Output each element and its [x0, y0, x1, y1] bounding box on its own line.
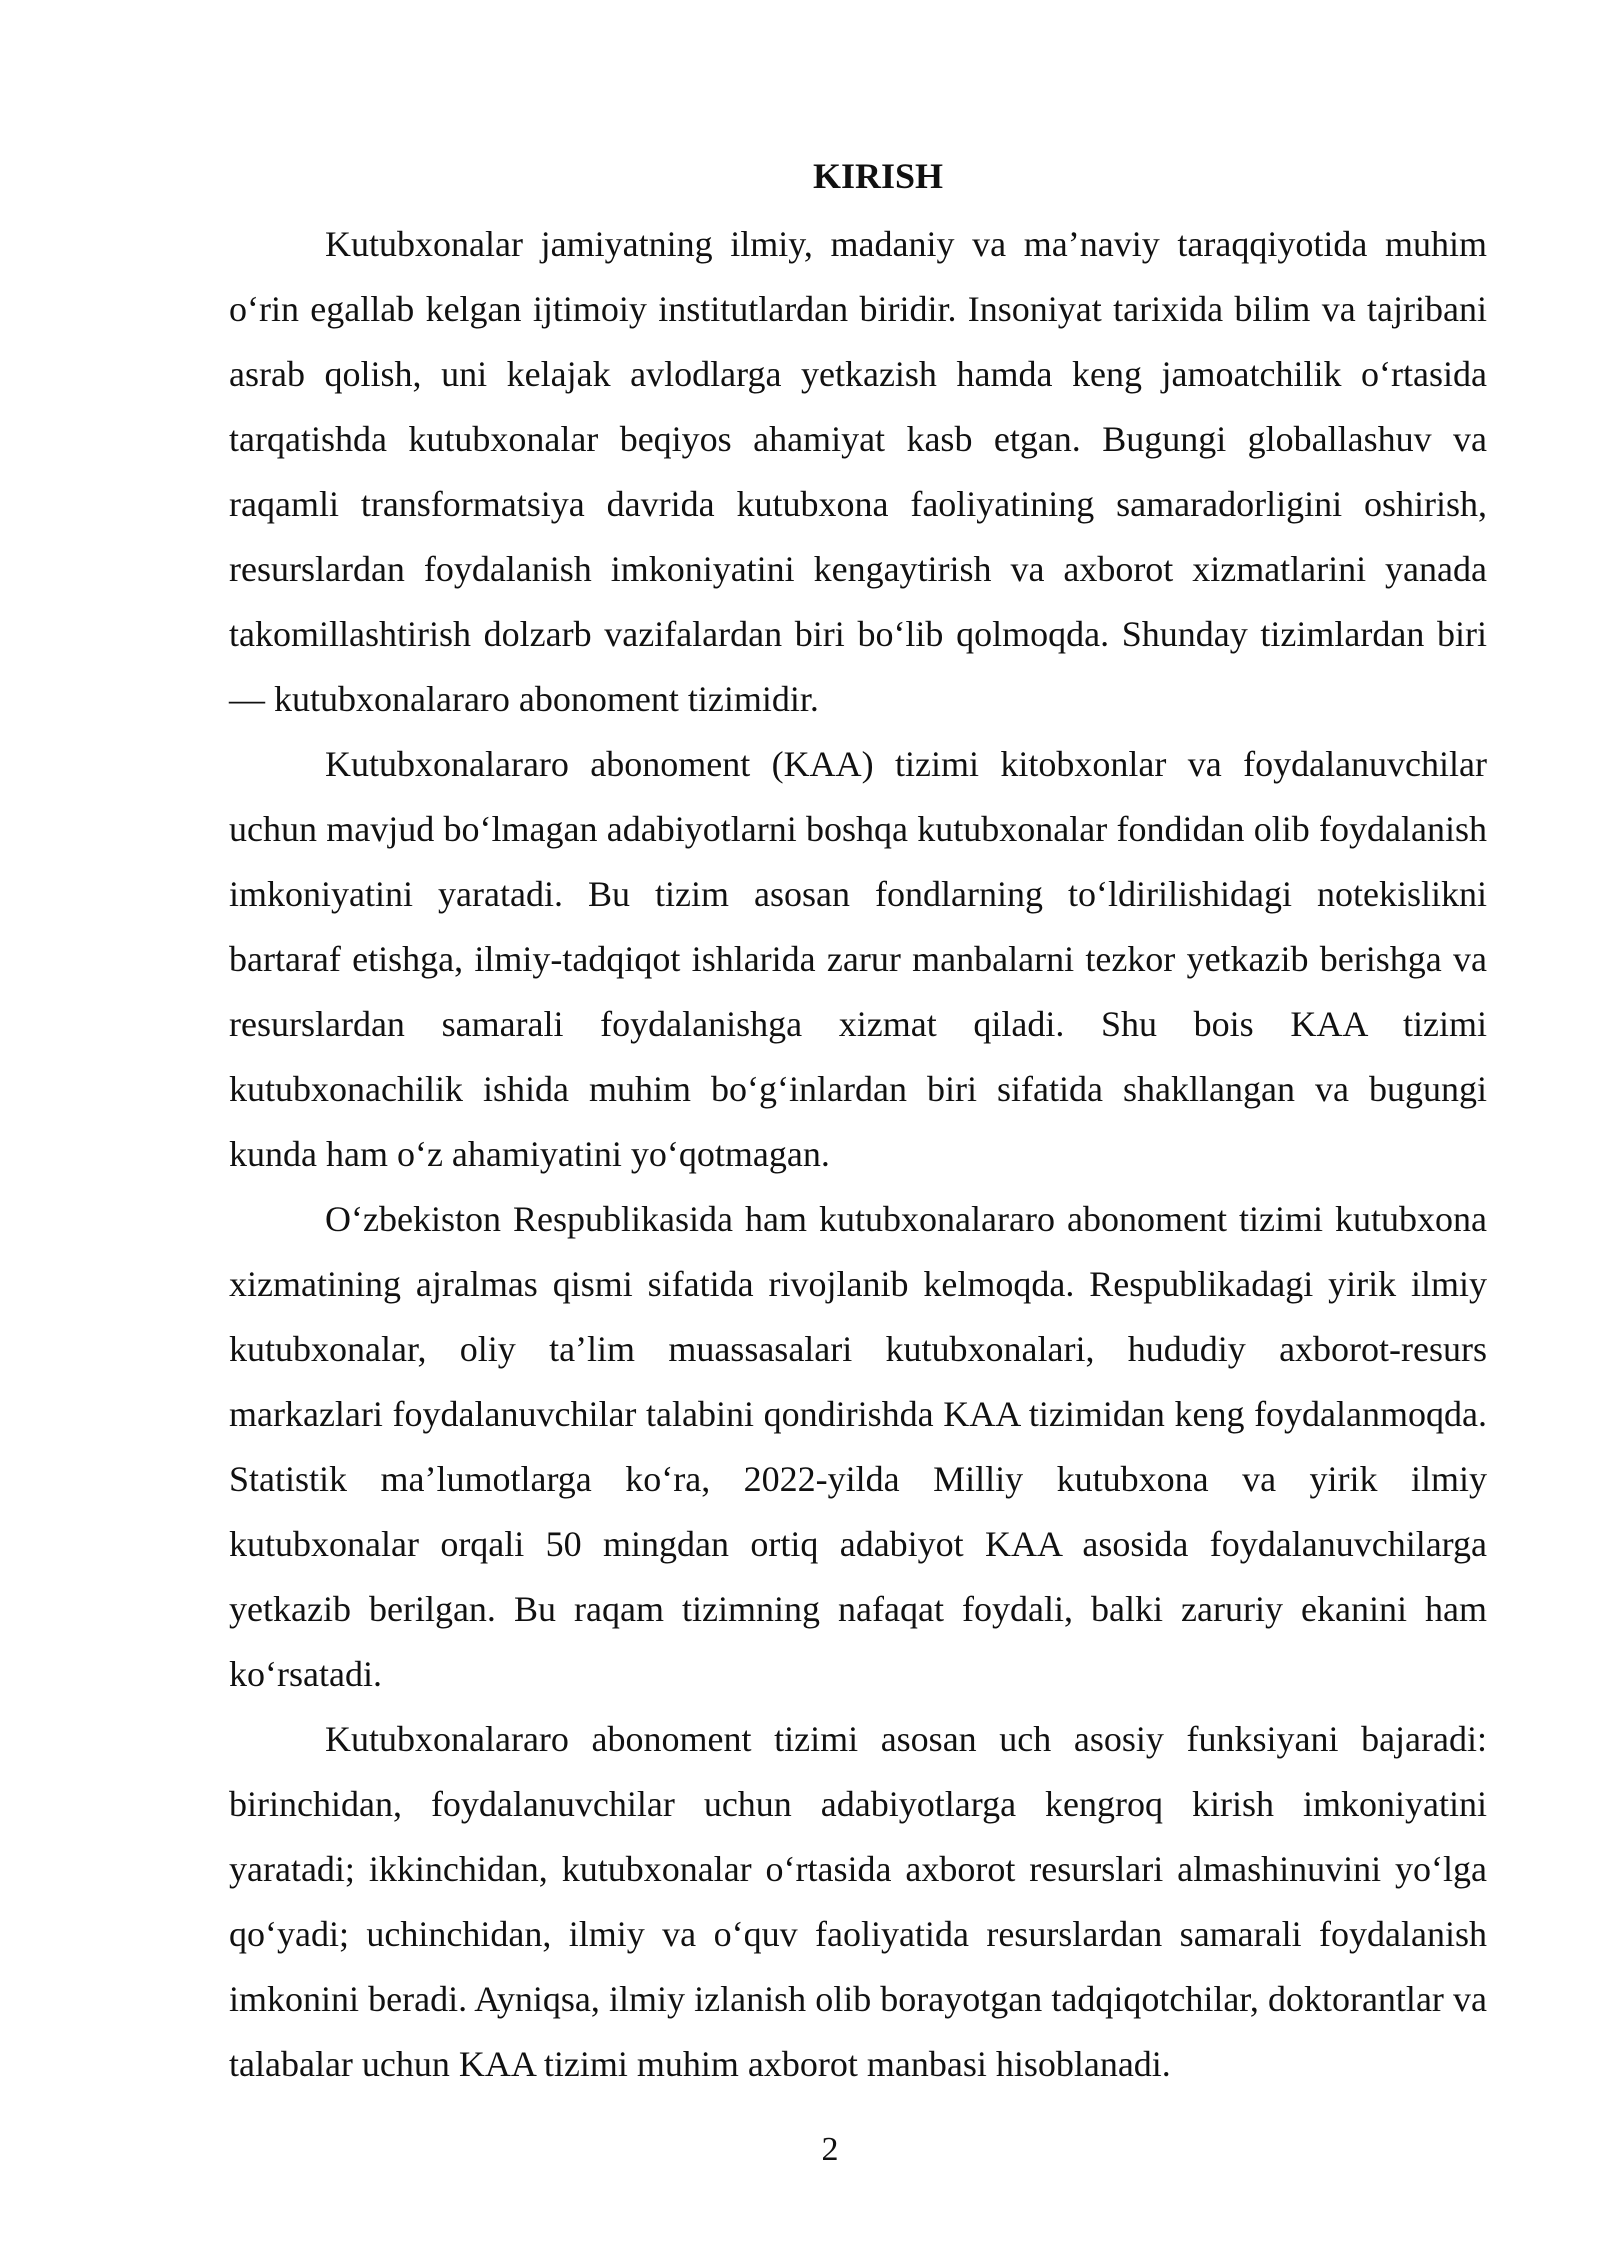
document-body	[229, 150, 1487, 2097]
paragraph-3: O‘zbekiston Respublikasida ham kutubxonalararo abonoment tizimi kutubxona xizmatining ajralmas qismi sifatida rivojlanib kelmoqda. Respublikadagi yirik ilmiy kutubxonalar, oliy ta’lim muassasalari kutubxonalari, hududiy axborot-resurs markazlari foydalanuvchilar talabini qondirishda KAA tizimidan keng foydalanmoqda. Statistik ma’lumotlarga ko‘ra, 2022-yilda Milliy kutubxona va yirik ilmiy kutubxonalar orqali 50 mingdan ortiq adabiyot KAA asosida foydalanuvchilarga yetkazib berilgan. Bu raqam tizimning nafaqat foydali, balki zaruriy ekanini ham ko‘rsatadi.	[229, 1199, 1487, 1694]
section-heading: KIRISH	[812, 156, 944, 196]
paragraph-2: Kutubxonalararo abonoment (KAA) tizimi kitobxonlar va foydalanuvchilar uchun mavjud bo‘lmagan adabiyotlarni boshqa kutubxonalar fondidan olib foydalanish imkoniyatini yaratadi. Bu tizim asosan fondlarning to‘ldirilishidagi notekislikni bartaraf etishga, ilmiy-tadqiqot ishlarida zarur manbalarni tezkor yetkazib berishga va resurslardan samarali foydalanishga xizmat qiladi. Shu bois KAA tizimi kutubxonachilik ishida muhim bo‘g‘inlardan biri sifatida shakllangan va bugungi kunda ham o‘z ahamiyatini yo‘qotmagan.	[229, 744, 1487, 1174]
page-number: 2	[821, 2131, 839, 2168]
paragraph-4: Kutubxonalararo abonoment tizimi asosan uch asosiy funksiyani bajaradi: birinchidan, foydalanuvchilar uchun adabiyotlarga kengroq kirish imkoniyatini yaratadi; ikkinchidan, kutubxonalar o‘rtasida axborot resurslari almashinuvini yo‘lga qo‘yadi; uchinchidan, ilmiy va o‘quv faoliyatida resurslardan samarali foydalanish imkonini beradi. Ayniqsa, ilmiy izlanish olib borayotgan tadqiqotchilar, doktorantlar va talabalar uchun KAA tizimi muhim axborot manbasi hisoblanadi.	[229, 1719, 1487, 2084]
paragraph-1: Kutubxonalar jamiyatning ilmiy, madaniy va ma’naviy taraqqiyotida muhim o‘rin egallab kelgan ijtimoiy institutlardan biridir. Insoniyat tarixida bilim va tajribani asrab qolish, uni kelajak avlodlarga yetkazish hamda keng jamoatchilik o‘rtasida tarqatishda kutubxonalar beqiyos ahamiyat kasb etgan. Bugungi globallashuv va raqamli transformatsiya davrida kutubxona faoliyatining samaradorligini oshirish, resurslardan foydalanish imkoniyatini kengaytirish va axborot xizmatlarini yanada takomillashtirish dolzarb vazifalardan biri bo‘lib qolmoqda. Shunday tizimlardan biri — kutubxonalararo abonoment tizimidir.	[229, 224, 1487, 719]
